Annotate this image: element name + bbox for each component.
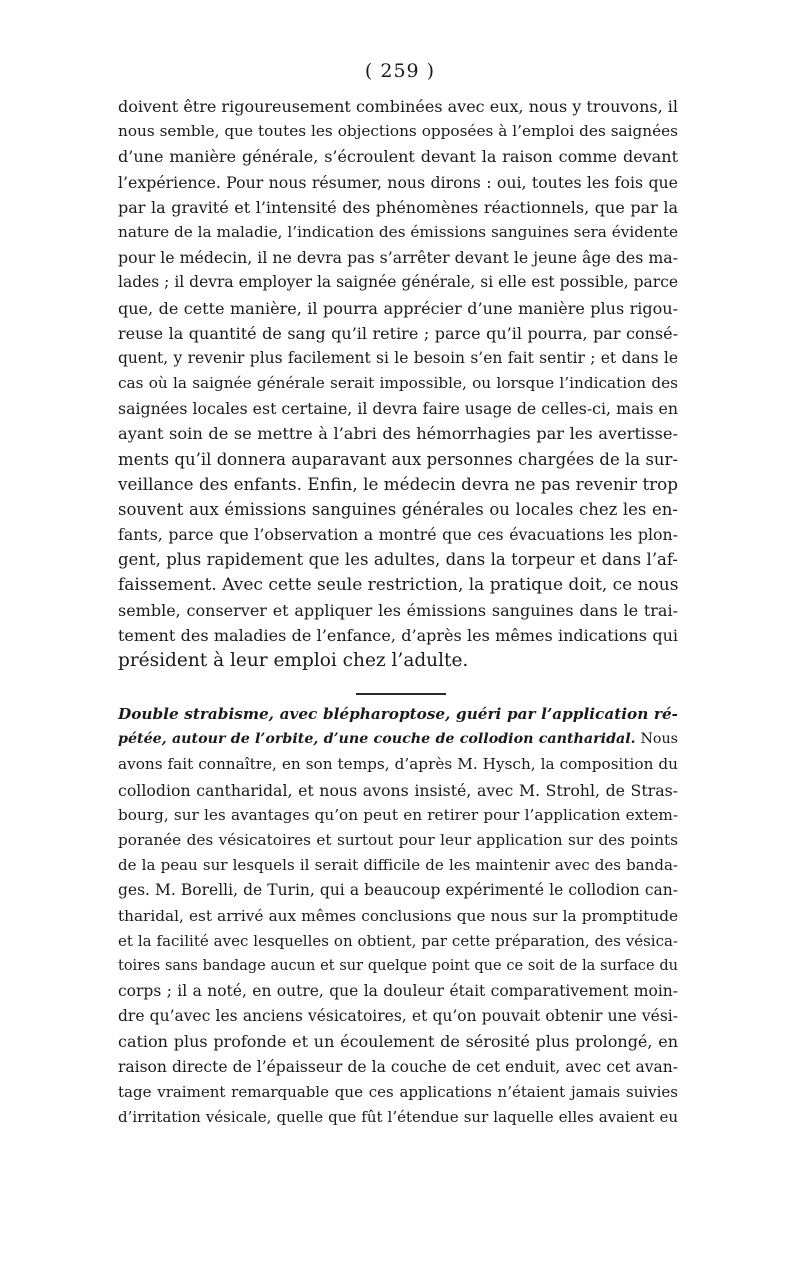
text-line: cas où la saignée générale serait impossible, ou lorsque l’indication des <box>118 374 678 393</box>
text-line: reuse la quantité de sang qu’il retire ; parce qu’il pourra, par consé- <box>118 323 678 343</box>
section-title-line: Double strabisme, avec blépharoptose, guéri par l’application ré- <box>118 705 678 723</box>
text-line: semble, conserver et appliquer les émissions sanguines dans le trai- <box>118 600 678 620</box>
text-line: que, de cette manière, il pourra apprécier d’une manière plus rigou- <box>118 298 678 318</box>
text-line: dre qu’avec les anciens vésicatoires, et qu’on pouvait obtenir une vési- <box>118 1007 678 1026</box>
text-line: lades ; il devra employer la saignée générale, si elle est possible, parce <box>118 273 679 292</box>
text-line: collodion cantharidal, et nous avons insisté, avec M. Strohl, de Stras- <box>118 780 678 800</box>
text-line: bourg, sur les avantages qu’on peut en retirer pour l’application extem- <box>118 805 678 824</box>
text-line: quent, y revenir plus facilement si le besoin s’en fait sentir ; et dans le <box>118 348 678 367</box>
text-line: d’une manière générale, s’écroulent devant la raison comme devant <box>118 147 678 167</box>
paragraph-double-strabismus <box>118 702 678 1130</box>
text-line: nous semble, que toutes les objections opposées à l’emploi des saignées <box>118 122 678 141</box>
text-line: saignées locales est certaine, il devra faire usage de celles-ci, mais en <box>118 399 678 419</box>
text-line: ments qu’il donnera auparavant aux personnes chargées de la sur- <box>118 449 678 469</box>
text-line: cation plus profonde et un écoulement de sérosité plus prolongé, en <box>118 1032 678 1052</box>
text-line: ges. M. Borelli, de Turin, qui a beaucoup expérimenté le collodion can- <box>118 881 678 900</box>
text-line: et la facilité avec lesquelles on obtient, par cette préparation, des vésica- <box>118 931 678 950</box>
text-line: nature de la maladie, l’indication des émissions sanguines sera évidente <box>118 222 679 241</box>
text-line: faissement. Avec cette seule restriction, la pratique doit, ce nous <box>118 574 679 595</box>
text-line: veillance des enfants. Enfin, le médecin devra ne pas revenir trop <box>118 473 678 494</box>
page-number: ( 259 ) <box>364 60 436 82</box>
section-title-line: pétée, autour de l’orbite, d’une couche de collodion cantharidal. <box>118 731 636 748</box>
text-line: gent, plus rapidement que les adultes, dans la torpeur et dans l’af- <box>118 550 678 570</box>
paragraph-bloodletting-conclusion <box>118 94 678 673</box>
text-line: tement des maladies de l’enfance, d’après les mêmes indications qui <box>118 625 678 645</box>
text-line <box>118 727 678 752</box>
text-line: président à leur emploi chez l’adulte. <box>118 650 469 672</box>
text-line: ayant soin de se mettre à l’abri des hémorrhagies par les avertisse- <box>118 424 678 444</box>
text-line: souvent aux émissions sanguines générales ou locales chez les en- <box>118 500 678 519</box>
text-line: poranée des vésicatoires et surtout pour leur application sur des points <box>118 830 678 849</box>
text-line: raison directe de l’épaisseur de la couche de cet enduit, avec cet avan- <box>118 1057 678 1076</box>
section-separator <box>356 693 446 695</box>
text-line: pour le médecin, il ne devra pas s’arrêter devant le jeune âge des ma- <box>118 248 678 268</box>
text-line: l’expérience. Pour nous résumer, nous dirons : oui, toutes les fois que <box>118 172 678 192</box>
text-line: d’irritation vésicale, quelle que fût l’étendue sur laquelle elles avaient eu <box>118 1108 678 1126</box>
text-line: toires sans bandage aucun et sur quelque point que ce soit de la surface du <box>118 957 678 974</box>
text-line: par la gravité et l’intensité des phénomènes réactionnels, que par la <box>118 197 678 217</box>
text-line: de la peau sur lesquels il serait difficile de les maintenir avec des banda- <box>118 856 678 875</box>
text-line: fants, parce que l’observation a montré que ces évacuations les plon- <box>118 525 678 545</box>
text-line: tage vraiment remarquable que ces applications n’étaient jamais suivies <box>118 1082 678 1101</box>
text-line: doivent être rigoureusement combinées avec eux, nous y trouvons, il <box>118 97 678 116</box>
text-line: avons fait connaître, en son temps, d’après M. Hysch, la composition du <box>118 755 678 774</box>
text-fragment: Nous <box>635 731 678 748</box>
text-line: tharidal, est arrivé aux mêmes conclusions que nous sur la promptitude <box>118 906 678 925</box>
text-line: corps ; il a noté, en outre, que la douleur était comparativement moin- <box>118 982 678 1001</box>
